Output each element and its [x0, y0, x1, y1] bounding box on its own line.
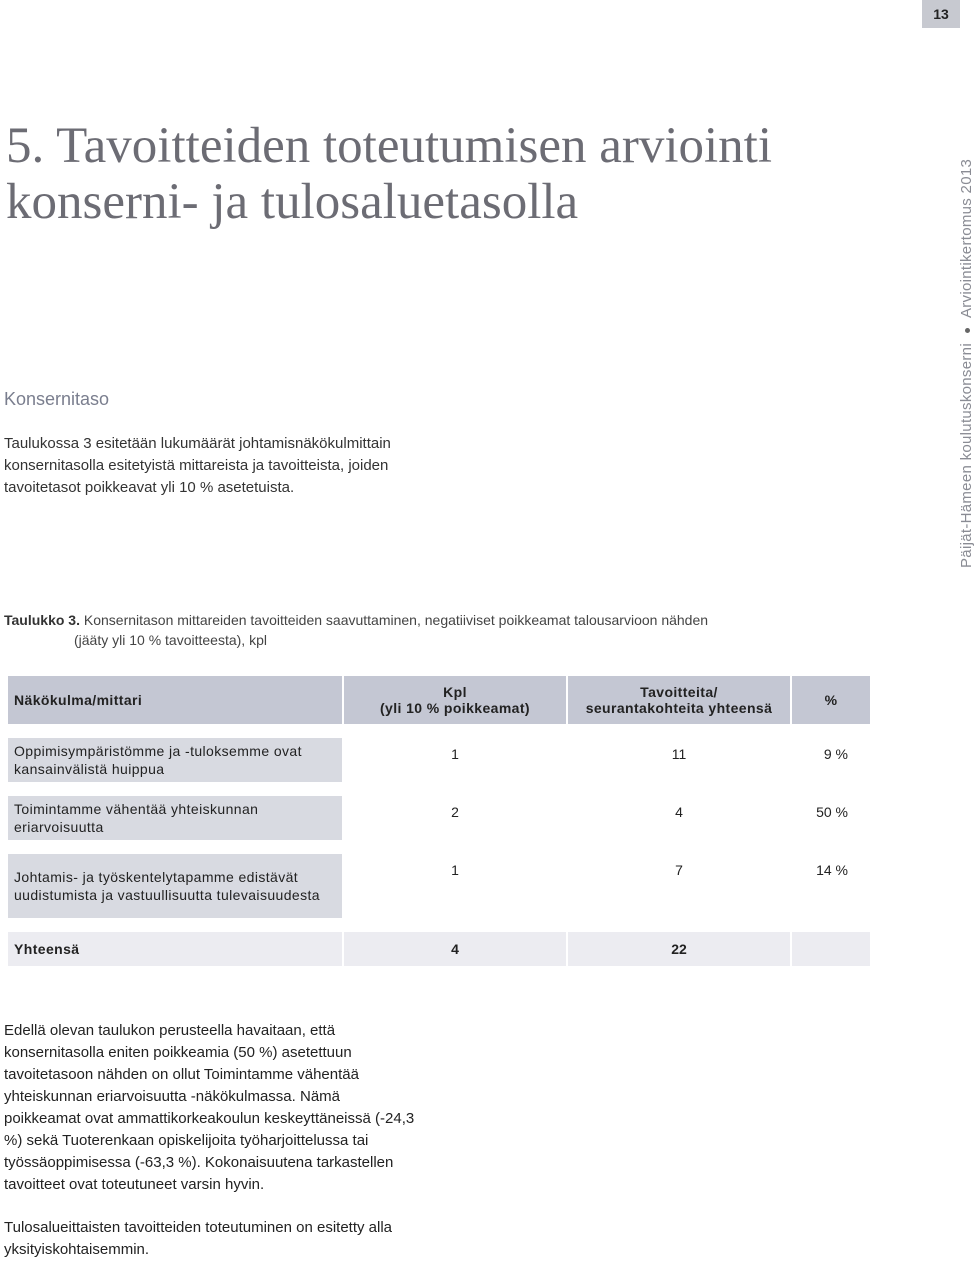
table-caption-continuation: (jääty yli 10 % tavoitteesta), kpl: [74, 632, 267, 648]
organization-name: Päijät-Hämeen koulutuskonserni: [958, 343, 975, 568]
header-count: [344, 676, 566, 724]
targets-table: [6, 674, 872, 968]
table-caption: [4, 610, 764, 650]
header-targets-total: [568, 676, 790, 724]
bullet-dot-icon: [965, 328, 970, 333]
row-total: 11: [671, 746, 687, 762]
header-targets-line-1: Tavoitteita/: [640, 684, 718, 700]
table-header-row: [8, 676, 870, 724]
total-percent: [792, 932, 870, 966]
row-percent: 9 %: [823, 746, 848, 762]
row-count: 1: [451, 746, 459, 762]
header-count-line-1: Kpl: [443, 684, 467, 700]
page-title-line-1: 5. Tavoitteiden toteutumisen arviointi: [6, 118, 773, 174]
table-row: [8, 738, 870, 782]
row-percent: 14 %: [816, 862, 848, 878]
followup-paragraph: Tulosalueittaisten tavoitteiden toteutuminen on esitetty alla yksityiskohtaisemmin.: [4, 1219, 393, 1258]
total-count: 4: [344, 932, 566, 966]
page-title: [6, 118, 886, 230]
header-perspective: Näkökulma/mittari: [8, 676, 342, 724]
table-caption-text: Konsernitason mittareiden tavoitteiden saavuttaminen, negatiiviset poikkeamat talousarvioon nähden: [79, 612, 709, 628]
table-caption-label: Taulukko 3.: [4, 612, 80, 628]
report-name: Arviointikertomus 2013: [958, 158, 975, 319]
table-row: [8, 796, 870, 840]
intro-paragraph: Taulukossa 3 esitetään lukumäärät johtamisnäkökulmittain konsernitasolla esitetyistä mittareista ja tavoitteista, joiden tavoitetasot poikkeavat yli 10 % asetetuista.: [4, 435, 391, 496]
row-count: 1: [451, 862, 459, 878]
table-spacer: [8, 842, 870, 852]
table-spacer: [8, 784, 870, 794]
header-targets-line-2: seurantakohteita yhteensä: [585, 700, 773, 716]
header-count-line-2: (yli 10 % poikkeamat): [379, 700, 530, 716]
row-label: Johtamis- ja työskentelytapamme edistävät uudistumista ja vastuullisuutta tulevaisuudesta: [8, 854, 342, 918]
section-heading: Konsernitaso: [4, 389, 110, 409]
header-percent: %: [792, 676, 870, 724]
table-spacer: [8, 920, 870, 930]
running-header-vertical: [958, 159, 975, 568]
row-label: Oppimisympäristömme ja -tuloksemme ovat kansainvälistä huippua: [8, 738, 342, 782]
row-total: 4: [675, 804, 683, 820]
row-total: 7: [675, 862, 683, 878]
page-number-text: 13: [933, 6, 949, 22]
analysis-paragraph: Edellä olevan taulukon perusteella havaitaan, että konsernitasolla eniten poikkeamia (50 %) asetettuun tavoitetasoon nähden on ollut Toimintamme vähentää yhteiskunnan eriarvoisuutta -näkökulmassa. Nämä poikkeamat ovat ammattikorkeakoulun keskeyttäneissä (-24,3 %) sekä Tuoterenkaan opiskelijoita työharjoittelussa tai työssäoppimisessa (-63,3 %). Kokonaisuutena tarkastellen tavoitteet ovat toteutuneet varsin hyvin.: [4, 1022, 415, 1193]
page-number: [922, 0, 960, 28]
table-spacer: [8, 726, 870, 736]
total-label: Yhteensä: [8, 932, 342, 966]
total-targets: 22: [568, 932, 790, 966]
row-percent: 50 %: [816, 804, 848, 820]
row-label: Toimintamme vähentää yhteiskunnan eriarvoisuutta: [8, 796, 342, 840]
table-total-row: [8, 932, 870, 966]
row-count: 2: [451, 804, 459, 820]
page-title-line-2: konserni- ja tulosaluetasolla: [6, 174, 579, 230]
table-row: [8, 854, 870, 918]
